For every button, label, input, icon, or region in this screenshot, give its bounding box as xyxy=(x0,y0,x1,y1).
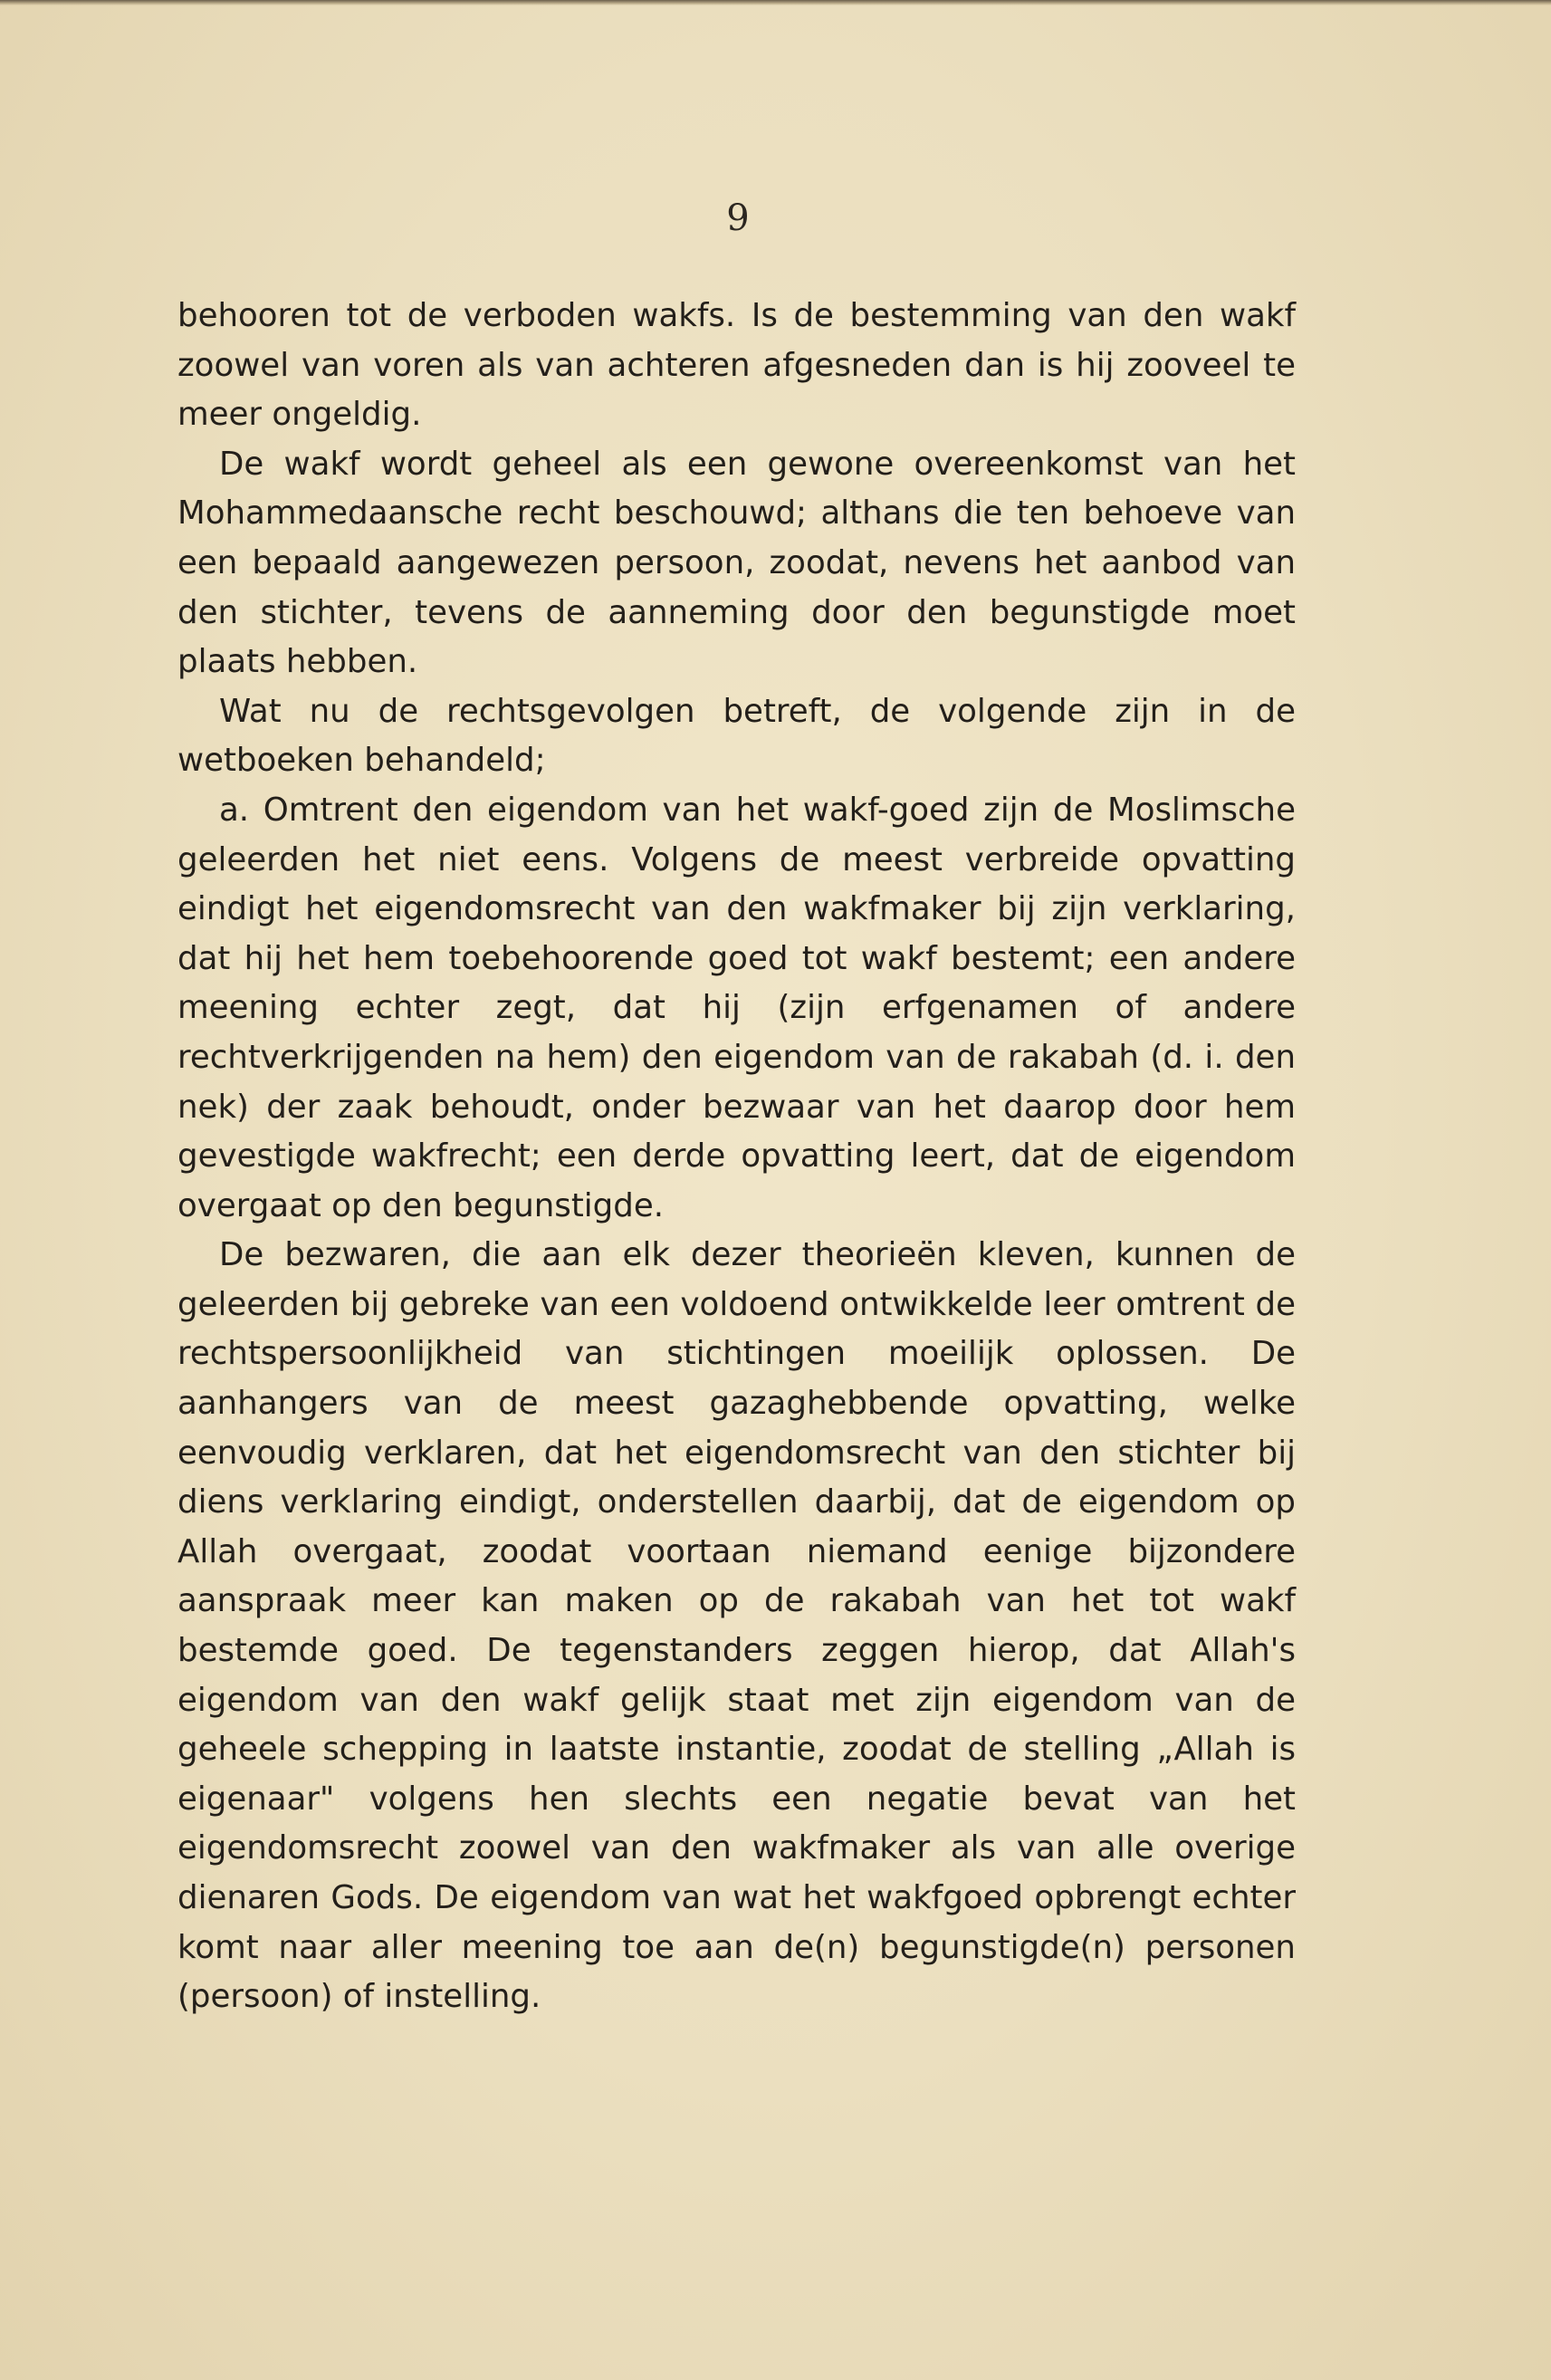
page-top-edge xyxy=(0,0,1551,5)
body-text xyxy=(177,292,1296,2022)
paragraph-3: Wat nu de rechtsgevolgen betreft, de volgende zijn in de wetboeken behandeld; xyxy=(177,692,1296,780)
page-number: 9 xyxy=(726,197,750,239)
paragraph-2: De wakf wordt geheel als een gewone overeenkomst van het Mohammedaansche recht beschouwd; althans die ten behoeve van een bepaald aangewezen persoon, zoodat, nevens het aanbod van den stichter, tevens de aanneming door den begunstigde moet plaats hebben. xyxy=(177,445,1296,681)
paragraph-4: a. Omtrent den eigendom van het wakf-goed zijn de Moslimsche geleerden het niet eens. Volgens de meest verbreide opvatting eindigt het eigendomsrecht van den wakfmaker bij zijn verklaring, dat hij het hem toebehoorende goed tot wakf bestemt; een andere meening echter zegt, dat hij (zijn erfgenamen of andere rechtverkrijgenden na hem) den eigendom van de rakabah (d. i. den nek) der zaak behoudt, onder bezwaar van het daarop door hem gevestigde wakfrecht; een derde opvatting leert, dat de eigendom overgaat op den begunstigde. xyxy=(177,791,1296,1224)
paragraph-5: De bezwaren, die aan elk dezer theorieën kleven, kunnen de geleerden bij gebreke van een voldoend ontwikkelde leer omtrent de rechtspersoonlijkheid van stichtingen moeilijk oplossen. De aanhangers van de meest gazaghebbende opvatting, welke eenvoudig verklaren, dat het eigendomsrecht van den stichter bij diens verklaring eindigt, onderstellen daarbij, dat de eigendom op Allah overgaat, zoodat voortaan niemand eenige bijzondere aanspraak meer kan maken op de rakabah van het tot wakf bestemde goed. De tegenstanders zeggen hierop, dat Allah's eigendom van den wakf gelijk staat met zijn eigendom van de geheele schepping in laatste instantie, zoodat de stelling „Allah is eigenaar" volgens hen slechts een negatie bevat van het eigendomsrecht zoowel van den wakfmaker als van alle overige dienaren Gods. De eigendom van wat het wakfgoed opbrengt echter komt naar aller meening toe aan de(n) begunstigde(n) personen (persoon) of instelling. xyxy=(177,1236,1296,2016)
paragraph-1: behooren tot de verboden wakfs. Is de bestemming van den wakf zoowel van voren als van achteren afgesneden dan is hij zooveel te meer ongeldig. xyxy=(177,297,1296,434)
